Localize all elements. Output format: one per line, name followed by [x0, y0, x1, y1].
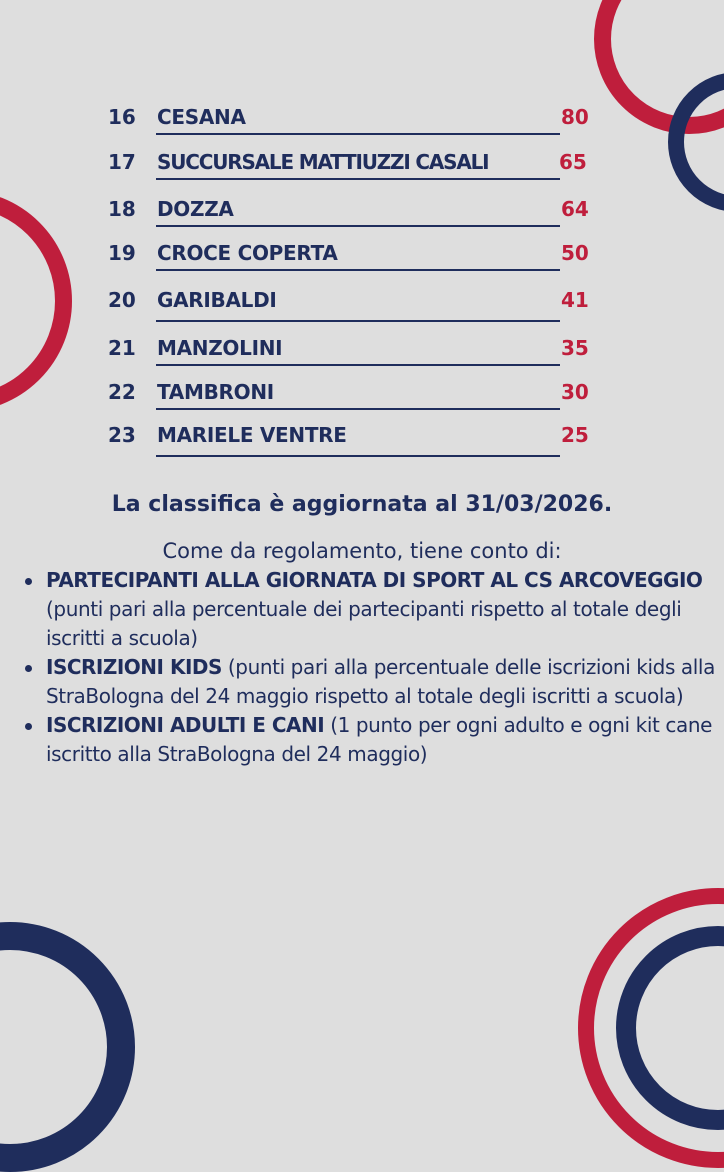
school-name: SUCCURSALE MATTIUZZI CASALI	[157, 150, 489, 174]
row-divider	[156, 178, 560, 180]
criterion-detail: (punti pari alla percentuale delle iscrizioni kids alla StraBologna del 24 maggio rispetto al totale degli iscritti a scuola)	[46, 655, 715, 708]
school-name: CROCE COPERTA	[157, 241, 338, 265]
rank-number: 18	[108, 197, 136, 221]
ranking-row	[0, 379, 724, 425]
ranking-row	[0, 149, 724, 195]
row-divider	[156, 225, 560, 227]
rules-intro: Come da regolamento, tiene conto di:	[162, 539, 562, 563]
rank-number: 17	[108, 150, 136, 174]
school-name: CESANA	[157, 105, 246, 129]
rank-number: 22	[108, 380, 136, 404]
ranking-row	[0, 287, 724, 333]
ranking-row	[0, 335, 724, 381]
school-name: GARIBALDI	[157, 288, 277, 312]
rank-number: 20	[108, 288, 136, 312]
row-divider	[156, 455, 560, 457]
ranking-row	[0, 240, 724, 286]
points-value: 25	[561, 423, 589, 447]
points-value: 64	[561, 197, 589, 221]
row-divider	[156, 364, 560, 366]
list-item	[22, 653, 722, 711]
points-value: 35	[561, 336, 589, 360]
school-name: MANZOLINI	[157, 336, 283, 360]
ranking-row	[0, 422, 724, 468]
school-name: DOZZA	[157, 197, 234, 221]
ranking-row	[0, 104, 724, 150]
criterion-title: PARTECIPANTI ALLA GIORNATA DI SPORT AL CS ARCOVEGGIO	[46, 568, 703, 592]
row-divider	[156, 408, 560, 410]
row-divider	[156, 269, 560, 271]
points-value: 30	[561, 380, 589, 404]
rank-number: 19	[108, 241, 136, 265]
points-value: 41	[561, 288, 589, 312]
update-date-note: La classifica è aggiornata al 31/03/2026.	[111, 492, 613, 517]
school-name: TAMBRONI	[157, 380, 274, 404]
school-name: MARIELE VENTRE	[157, 423, 347, 447]
points-value: 80	[561, 105, 589, 129]
row-divider	[156, 133, 560, 135]
rank-number: 16	[108, 105, 136, 129]
list-item	[22, 711, 722, 769]
criterion-detail: (punti pari alla percentuale dei partecipanti rispetto al totale degli iscritti a scuola)	[46, 597, 682, 650]
points-value: 65	[559, 150, 587, 174]
points-value: 50	[561, 241, 589, 265]
rank-number: 23	[108, 423, 136, 447]
list-item	[22, 566, 722, 653]
criterion-title: ISCRIZIONI KIDS	[46, 655, 222, 679]
rank-number: 21	[108, 336, 136, 360]
row-divider	[156, 320, 560, 322]
ranking-row	[0, 196, 724, 242]
criterion-detail: (1 punto per ogni adulto e ogni kit cane iscritto alla StraBologna del 24 maggio)	[46, 713, 713, 766]
criterion-title: ISCRIZIONI ADULTI E CANI	[46, 713, 325, 737]
criteria-list	[22, 566, 722, 769]
navy-ring-bottom-left	[0, 922, 135, 1172]
